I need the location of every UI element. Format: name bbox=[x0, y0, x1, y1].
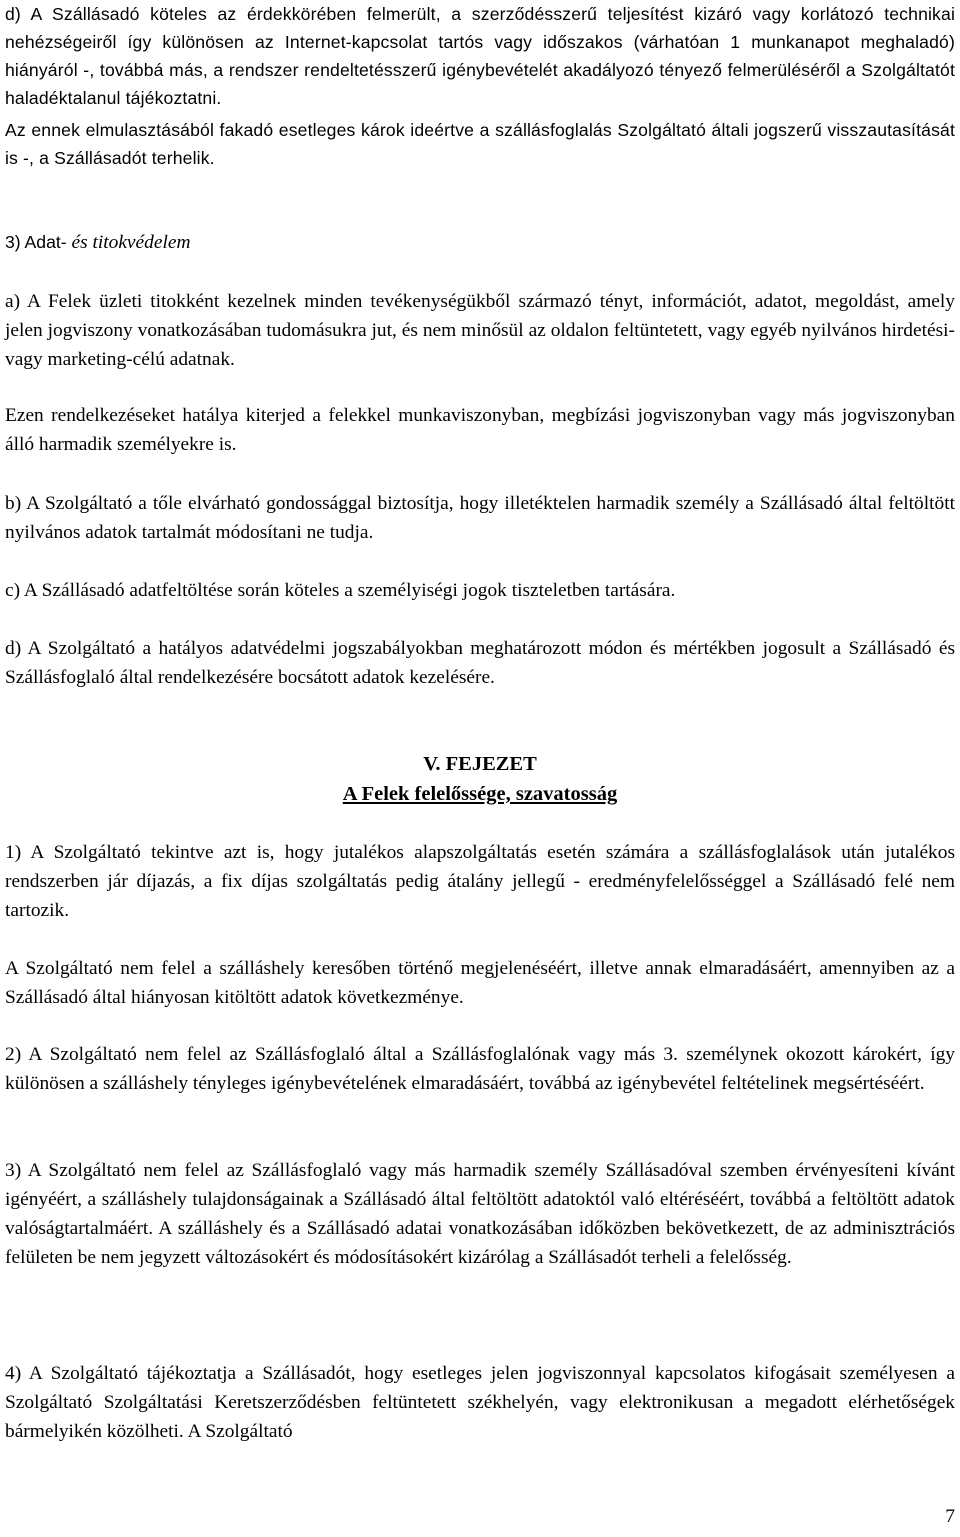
chapter-subtitle-text: A Felek felelőssége, szavatosság bbox=[342, 783, 618, 805]
chapter-subtitle bbox=[5, 779, 955, 810]
clause-b-paragraph: b) A Szolgáltató a tőle elvárható gondossággal biztosítja, hogy illetéktelen harmadik személy a Szállásadó által feltöltött nyilvános adatok tartalmát módosítani ne tudja. bbox=[5, 493, 955, 543]
page-number: 7 bbox=[945, 1506, 955, 1527]
clause-a-extension-paragraph: Ezen rendelkezéseket hatálya kiterjed a felekkel munkaviszonyban, megbízási jogviszonyban vagy más jogviszonyban álló harmadik személyekre is. bbox=[5, 405, 955, 455]
liability-item-1-paragraph: 1) A Szolgáltató tekintve azt is, hogy jutalékos alapszolgáltatás esetén számára a szállásfoglalások után jutalékos rendszerben jár díjazás, a fix díjas szolgáltatás pedig átalány jellegű - eredményfelelősséggel a Szállásadó felé nem tartozik. bbox=[5, 842, 955, 921]
section-d-consequence-paragraph: Az ennek elmulasztásából fakadó esetleges károk ideértve a szállásfoglalás Szolgáltató általi jogszerű visszautasítását is -, a Szállásadót terhelik. bbox=[5, 120, 955, 168]
liability-item-2-paragraph: 2) A Szolgáltató nem felel az Szállásfoglaló által a Szállásfoglalónak vagy más 3. személynek okozott károkért, így különösen a szálláshely tényleges igénybevételének elmaradásáért, továbbá az igénybevétel feltételinek megsértéséért. bbox=[5, 1044, 955, 1094]
clause-c-paragraph: c) A Szállásadó adatfeltöltése során köteles a személyiségi jogok tiszteletben tartására. bbox=[5, 580, 676, 601]
section-heading-number: 3) Adat- bbox=[5, 232, 67, 252]
clause-d-paragraph: d) A Szolgáltató a hatályos adatvédelmi jogszabályokban meghatározott módon és mértékben jogosult a Szállásadó és Szállásfoglaló által rendelkezésére bocsátott adatok kezelésére. bbox=[5, 638, 955, 688]
liability-item-4-paragraph: 4) A Szolgáltató tájékoztatja a Szállásadót, hogy esetleges jelen jogviszonnyal kapcsolatos kifogásait személyesen a Szolgáltató Szolgáltatási Keretszerződésben feltüntetett székhelyén, vagy elektronikusan a megadott elérhetőségek bármelyikén közölheti. A Szolgáltató bbox=[5, 1363, 955, 1442]
chapter-title: V. FEJEZET bbox=[423, 753, 537, 775]
liability-item-1b-paragraph: A Szolgáltató nem felel a szálláshely keresőben történő megjelenéséért, illetve annak elmaradásáért, amennyiben az a Szállásadó által hiányosan kitöltött adatok következménye. bbox=[5, 958, 955, 1008]
section-d-paragraph: d) A Szállásadó köteles az érdekkörében felmerült, a szerződésszerű teljesítést kizáró vagy korlátozó technikai nehézségeiről így különösen az Internet-kapcsolat tartós vagy időszakos (várhatóan 1 munkanapot meghaladó) hiányáról -, továbbá más, a rendszer rendeltetésszerű igénybevételét akadályozó tényező felmerüléséről a Szolgáltatót haladéktalanul tájékoztatni. bbox=[5, 4, 955, 108]
liability-item-3-paragraph: 3) A Szolgáltató nem felel az Szállásfoglaló vagy más harmadik személy Szállásadóval szemben érvényesíteni kívánt igényéért, a szálláshely tulajdonságainak a Szállásadó által feltöltött adatoktól való eltéréséért, továbbá a feltöltött adatok valóságtartalmáért. A szálláshely és a Szállásadó adatai vonatkozásában időközben bekövetkezett, de az adminisztrációs felületen be nem jegyzett változásokért és módosításokért kizárólag a Szállásadót terheli a felelősség. bbox=[5, 1160, 955, 1268]
section-heading-data-protection bbox=[5, 228, 955, 257]
clause-a-paragraph: a) A Felek üzleti titokként kezelnek minden tevékenységükből származó tényt, információt, adatot, megoldást, amely jelen jogviszony vonatkozásában tudomásukra jut, és nem minősül az oldalon feltüntetett, vagy egyéb nyilvános hirdetési- vagy marketing-célú adatnak. bbox=[5, 291, 955, 370]
section-heading-title: és titokvédelem bbox=[66, 232, 191, 253]
